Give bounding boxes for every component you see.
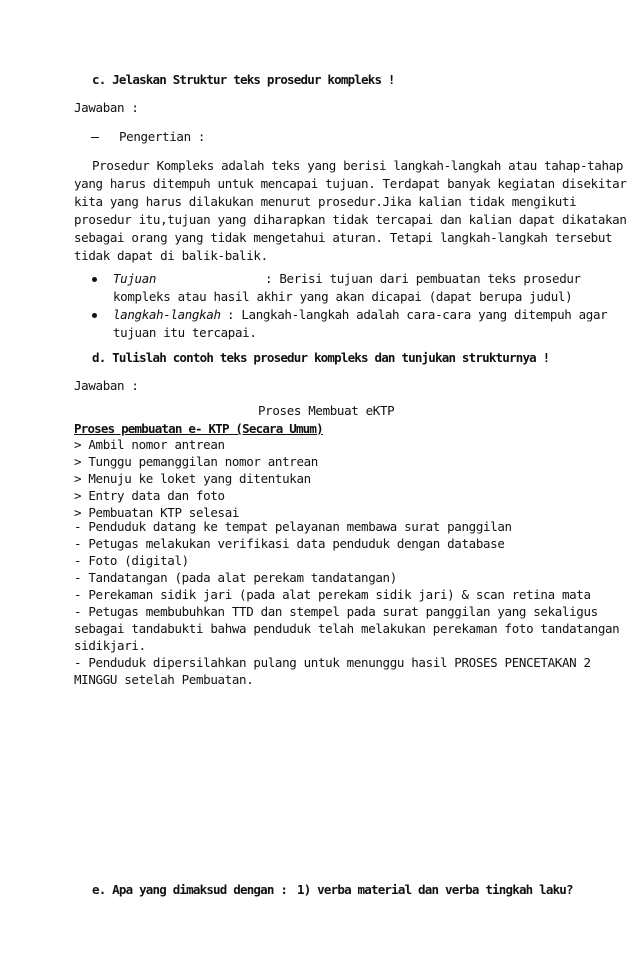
section-e-heading: e. Apa yang dimaksud dengan : (92, 882, 288, 897)
paragraph-line: prosedur itu,tujuan yang diharapkan tidak tercapai dan kalian dapat dikatakan (74, 212, 627, 227)
step-line: - Foto (digital) (74, 553, 189, 568)
doc-title: Proses Membuat eKTP (258, 403, 395, 418)
step-line: - Penduduk datang ke tempat pelayanan membawa surat panggilan (74, 519, 512, 534)
bullet-desc-langkah: : Langkah-langkah adalah cara-cara yang ditempuh agar (227, 307, 608, 322)
step-line: - Perekaman sidik jari (pada alat perekam sidik jari) & scan retina mata (74, 587, 591, 602)
section-c-heading: c. Jelaskan Struktur teks prosedur kompleks ! (92, 72, 395, 87)
bullet-continuation-langkah: tujuan itu tercapai. (113, 325, 257, 340)
bullet-term-tujuan: Tujuan (113, 271, 157, 286)
pengertian-dash (91, 137, 99, 138)
step-line: > Pembuatan KTP selesai (74, 505, 240, 520)
bullet-term-langkah: langkah-langkah (113, 307, 221, 322)
step-line: - Petugas membubuhkan TTD dan stempel pada surat panggilan yang sekaligus (74, 604, 598, 619)
pengertian-label: Pengertian : (119, 129, 206, 144)
step-line: > Tunggu pemanggilan nomor antrean (74, 454, 318, 469)
section-d-heading: d. Tulislah contoh teks prosedur kompleks dan tunjukan strukturnya ! (92, 350, 550, 365)
step-line: > Entry data dan foto (74, 488, 225, 503)
paragraph-line: yang harus ditempuh untuk mencapai tujuan. Terdapat banyak kegiatan disekitar (74, 176, 627, 191)
bullet-desc-tujuan: : Berisi tujuan dari pembuatan teks prosedur (265, 271, 581, 286)
step-line: sidikjari. (74, 638, 146, 653)
bullet-continuation-tujuan: kompleks atau hasil akhir yang akan dicapai (dapat berupa judul) (113, 289, 573, 304)
step-line: > Menuju ke loket yang ditentukan (74, 471, 311, 486)
paragraph-line: tidak dapat di balik-balik. (74, 248, 268, 263)
step-line: - Penduduk dipersilahkan pulang untuk menunggu hasil PROSES PENCETAKAN 2 (74, 655, 591, 670)
answer-label-c: Jawaban : (74, 100, 139, 115)
step-line: - Tandatangan (pada alat perekam tandatangan) (74, 570, 397, 585)
section-e-question: 1) verba material dan verba tingkah laku? (297, 882, 573, 897)
step-line: > Ambil nomor antrean (74, 437, 225, 452)
paragraph-line: sebagai orang yang tidak mengetahui aturan. Tetapi langkah-langkah tersebut (74, 230, 613, 245)
answer-label-d: Jawaban : (74, 378, 139, 393)
doc-subtitle: Proses pembuatan e- KTP (Secara Umum) (74, 421, 323, 436)
paragraph-line: kita yang harus dilakukan menurut prosedur.Jika kalian tidak mengikuti (74, 194, 577, 209)
step-line: MINGGU setelah Pembuatan. (74, 672, 254, 687)
paragraph-line: Prosedur Kompleks adalah teks yang berisi langkah-langkah atau tahap-tahap (92, 158, 623, 173)
step-line: sebagai tandabukti bahwa penduduk telah melakukan perekaman foto tandatangan (74, 621, 620, 636)
step-line: - Petugas melakukan verifikasi data penduduk dengan database (74, 536, 505, 551)
